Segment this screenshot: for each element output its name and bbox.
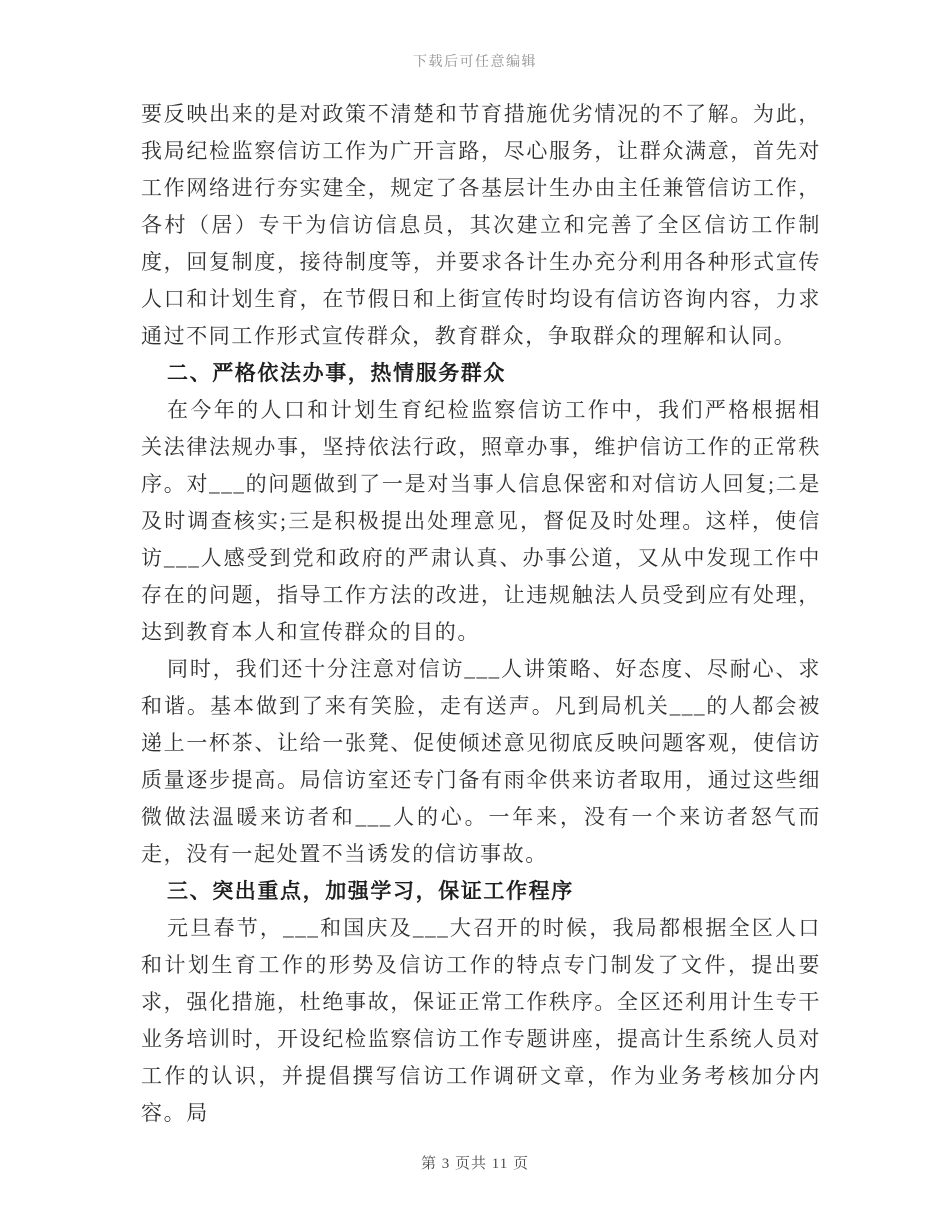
body-paragraph: 在今年的人口和计划生育纪检监察信访工作中，我们严格根据相关法律法规办事，坚持依法行政，照章办事，维护信访工作的正常秩序。对___的问题做到了一是对当事人信息保密和对信访人回复;二是及时调查核实;三是积极提出处理意见，督促及时处理。这样，使信访___人感受到党和政府的严肃认真、办事公道，又从中发现工作中存在的问题，指导工作方法的改进，让违规触法人员受到应有处理，达到教育本人和宣传群众的目的。 [141,398,821,644]
section-heading: 二、严格依法办事，热情服务群众 [167,361,506,385]
section-heading: 三、突出重点，加强学习，保证工作程序 [167,879,574,903]
body-paragraph: 要反映出来的是对政策不清楚和节育措施优劣情况的不了解。为此，我局纪检监察信访工作为广开言路，尽心服务，让群众满意，首先对工作网络进行夯实建全，规定了各基层计生办由主任兼管信访工作，各村（居）专干为信访信息员，其次建立和完善了全区信访工作制度，回复制度，接待制度等，并要求各计生办充分利用各种形式宣传人口和计划生育，在节假日和上街宣传时均设有信访咨询内容，力求通过不同工作形式宣传群众，教育群众，争取群众的理解和认同。 [141,102,821,348]
page-header-note: 下载后可任意编辑 [413,55,537,70]
body-paragraph: 同时，我们还十分注意对信访___人讲策略、好态度、尽耐心、求和谐。基本做到了来有笑脸，走有送声。凡到局机关___的人都会被递上一杯茶、让给一张凳、促使倾述意见彻底反映问题客观，使信访质量逐步提高。局信访室还专门备有雨伞供来访者取用，通过这些细微做法温暖来访者和___人的心。一年来，没有一个来访者怒气而走，没有一起处置不当诱发的信访事故。 [141,657,821,866]
body-paragraph: 元旦春节，___和国庆及___大召开的时候，我局都根据全区人口和计划生育工作的形势及信访工作的特点专门制发了文件，提出要求，强化措施，杜绝事故，保证正常工作秩序。全区还利用计生专干业务培训时，开设纪检监察信访工作专题讲座，提高计生系统人员对工作的认识，并提倡撰写信访工作调研文章，作为业务考核加分内容。局 [141,916,821,1125]
page-number-footer: 第 3 页共 11 页 [421,1156,529,1172]
document-body [141,96,821,1132]
